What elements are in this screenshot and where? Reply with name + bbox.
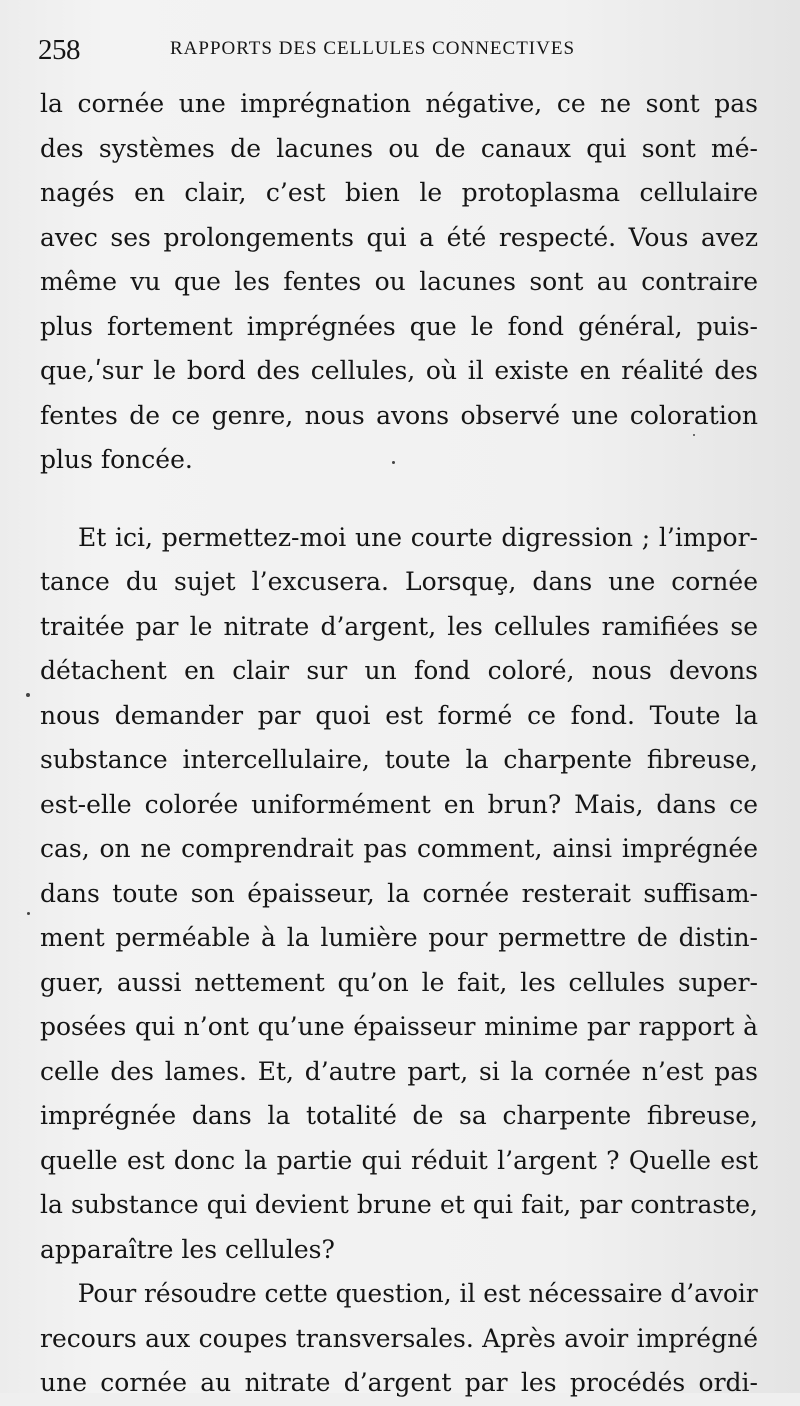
text-line: Pour résoudre cette question, il est nécessaire d’avoir (77, 1279, 758, 1308)
text-line: nous demander par quoi est formé ce fond. Toute la (40, 700, 758, 730)
paragraph (40, 516, 758, 1273)
text-line: fentes de ce genre, nous avons observé une coloration (40, 400, 758, 430)
text-line: plus fortement imprégnées que le fond général, puis- (40, 311, 758, 341)
text-line: la cornée une imprégnation négative, ce ne sont pas (40, 89, 758, 118)
paragraph-gap (40, 483, 758, 516)
text-line: substance intercellulaire, toute la charpente fibreuse, (40, 745, 758, 774)
running-title: RAPPORTS DES CELLULES CONNECTIVES (170, 38, 576, 59)
text-line: quelle est donc la partie qui réduit l’argent ? Quelle est (40, 1145, 758, 1175)
text-line: nagés en clair, c’est bien le protoplasma cellulaire (40, 178, 758, 207)
page-number: 258 (38, 34, 80, 66)
text-line: posées qui n’ont qu’une épaisseur minime par rapport à (40, 1012, 758, 1041)
page-header (38, 34, 758, 68)
text-line: cas, on ne comprendrait pas comment, ainsi imprégnée (40, 834, 758, 863)
text-line: est-elle colorée uniformément en brun? Mais, dans ce (40, 789, 758, 819)
text-line: tance du sujet l’excusera. Lorsquȩ, dans une cornée (40, 567, 758, 596)
text-line: traitée par le nitrate d’argent, les cellules ramifiées se (40, 611, 758, 641)
ink-speck (392, 461, 395, 464)
text-line: imprégnée dans la totalité de sa charpente fibreuse, (40, 1101, 758, 1130)
text-line: plus foncée. (40, 445, 193, 474)
text-line: des systèmes de lacunes ou de canaux qui sont mé- (40, 133, 758, 163)
text-line: celle des lames. Et, d’autre part, si la cornée n’est pas (40, 1056, 758, 1086)
text-line: dans toute son épaisseur, la cornée resterait suffisam- (40, 878, 758, 908)
text-line: ment perméable à la lumière pour permettre de distin- (40, 923, 758, 952)
text-line: apparaître les cellules? (40, 1234, 335, 1264)
text-line: guer, aussi nettement qu’on le fait, les cellules super- (40, 967, 758, 997)
text-line: Et ici, permettez-moi une courte digression ; l’impor- (78, 522, 758, 552)
paragraph (40, 1272, 758, 1406)
ink-speck (27, 912, 30, 915)
body-text (40, 82, 758, 1406)
ink-speck (26, 693, 30, 697)
text-line: une cornée au nitrate d’argent par les procédés ordi- (40, 1368, 758, 1397)
paragraph (40, 82, 758, 483)
text-line: que,ʹsur le bord des cellules, où il existe en réalité des (40, 356, 758, 385)
text-line: la substance qui devient brune et qui fait, par contraste, (40, 1190, 758, 1219)
text-line: recours aux coupes transversales. Après avoir imprégné (40, 1323, 758, 1353)
text-line: avec ses prolongements qui a été respecté. Vous avez (40, 222, 758, 252)
text-line: détachent en clair sur un fond coloré, nous devons (40, 656, 758, 685)
text-line: même vu que les fentes ou lacunes sont au contraire (40, 267, 758, 296)
ink-speck (693, 434, 695, 436)
